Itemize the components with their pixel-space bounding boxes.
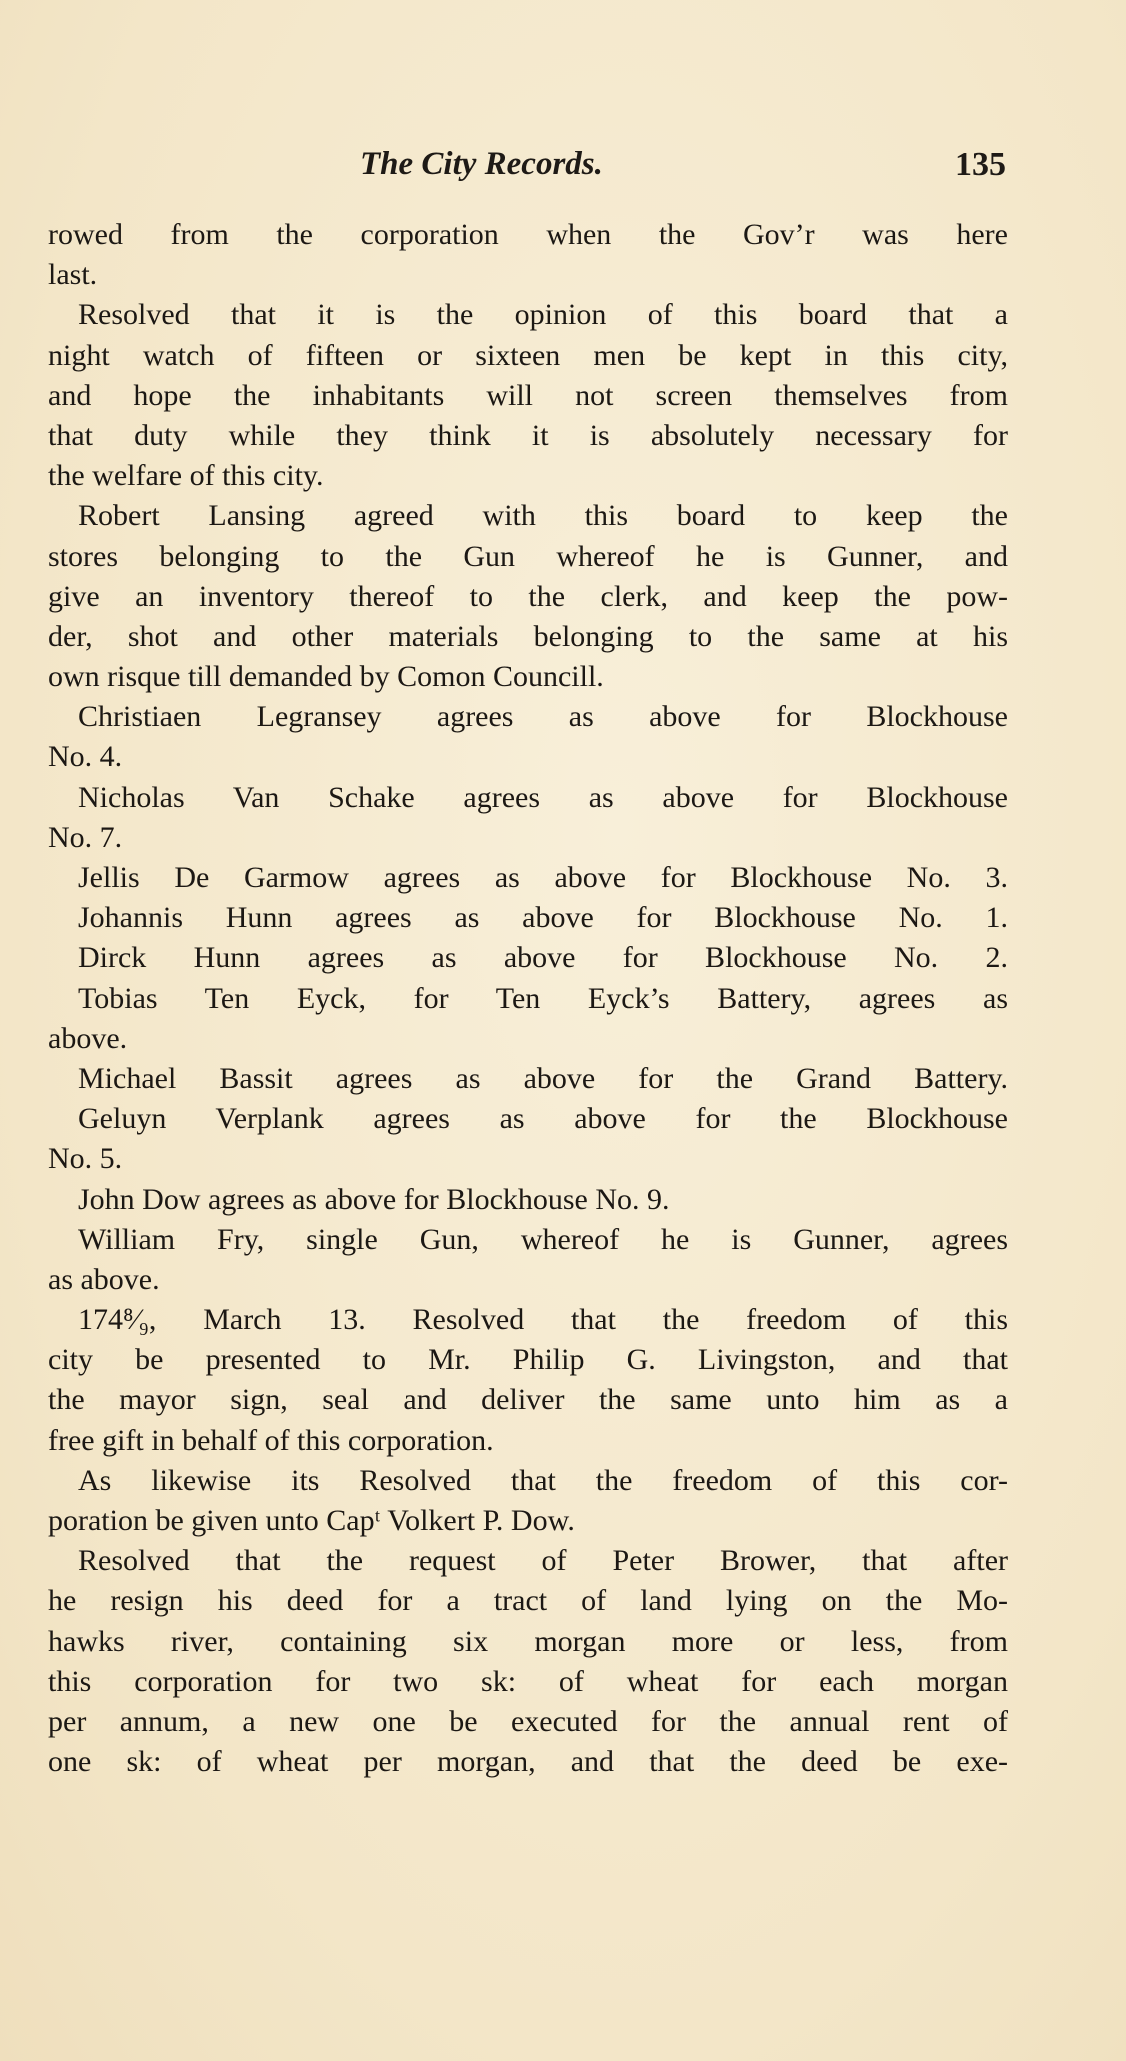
text-line: No. 5.: [48, 1142, 123, 1176]
text-line: stores belonging to the Gun whereof he is Gunner, and: [48, 539, 1008, 573]
body-text: [48, 215, 1008, 1782]
text-line: Tobias Ten Eyck, for Ten Eyck’s Battery, agrees as: [78, 981, 1008, 1015]
text-line: above.: [48, 1021, 128, 1055]
text-line: William Fry, single Gun, whereof he is Gunner, agrees: [78, 1222, 1008, 1256]
text-line: Johannis Hunn agrees as above for Blockhouse No. 1.: [78, 901, 1008, 935]
text-line: der, shot and other materials belonging to the same at his: [48, 619, 1008, 653]
text-line: per annum, a new one be executed for the annual rent of: [48, 1704, 1008, 1738]
text-line: and hope the inhabitants will not screen themselves from: [48, 378, 1008, 412]
text-line: this corporation for two sk: of wheat for each morgan: [48, 1664, 1008, 1698]
text-line: as above.: [48, 1262, 160, 1296]
text-line: Jellis De Garmow agrees as above for Blockhouse No. 3.: [78, 861, 1008, 894]
text-line: night watch of fifteen or sixteen men be kept in this city,: [48, 338, 1008, 372]
text-line: Geluyn Verplank agrees as above for the Blockhouse: [78, 1102, 1008, 1136]
text-line: No. 7.: [48, 820, 123, 854]
text-line: John Dow agrees as above for Blockhouse No. 9.: [78, 1182, 670, 1216]
text-line: poration be given unto Capᵗ Volkert P. Dow.: [48, 1504, 575, 1537]
text-line: Nicholas Van Schake agrees as above for Blockhouse: [78, 780, 1008, 814]
text-line: No. 4.: [48, 740, 123, 774]
text-line: the welfare of this city.: [48, 459, 324, 493]
text-line: give an inventory thereof to the clerk, and keep the pow-: [48, 579, 1008, 613]
text-line: last.: [48, 258, 98, 292]
page-number: 135: [955, 146, 1006, 183]
text-line: he resign his deed for a tract of land lying on the Mo-: [48, 1584, 1008, 1618]
text-line: one sk: of wheat per morgan, and that the deed be exe-: [48, 1745, 1008, 1779]
running-title: The City Records.: [360, 146, 603, 182]
text-line: city be presented to Mr. Philip G. Livingston, and that: [48, 1343, 1008, 1377]
text-line: Christiaen Legransey agrees as above for Blockhouse: [78, 700, 1008, 734]
text-line: Robert Lansing agreed with this board to keep the: [78, 499, 1008, 533]
text-line: Michael Bassit agrees as above for the Grand Battery.: [78, 1061, 1008, 1095]
text-line: Resolved that the request of Peter Brower, that after: [78, 1544, 1008, 1578]
text-line: rowed from the corporation when the Gov’r was here: [48, 218, 1008, 251]
text-line: 174⁸⁄₉, March 13. Resolved that the freedom of this: [78, 1303, 1008, 1337]
text-line: free gift in behalf of this corporation.: [48, 1423, 494, 1457]
text-line: that duty while they think it is absolutely necessary for: [48, 418, 1008, 452]
text-line: own risque till demanded by Comon Councill.: [48, 660, 604, 694]
text-line: As likewise its Resolved that the freedom of this cor-: [78, 1463, 1008, 1497]
text-line: Dirck Hunn agrees as above for Blockhouse No. 2.: [78, 941, 1008, 975]
page-header: [0, 146, 1126, 196]
text-line: Resolved that it is the opinion of this board that a: [78, 298, 1008, 332]
text-line: the mayor sign, seal and deliver the same unto him as a: [48, 1383, 1008, 1417]
text-line: hawks river, containing six morgan more or less, from: [48, 1624, 1008, 1658]
